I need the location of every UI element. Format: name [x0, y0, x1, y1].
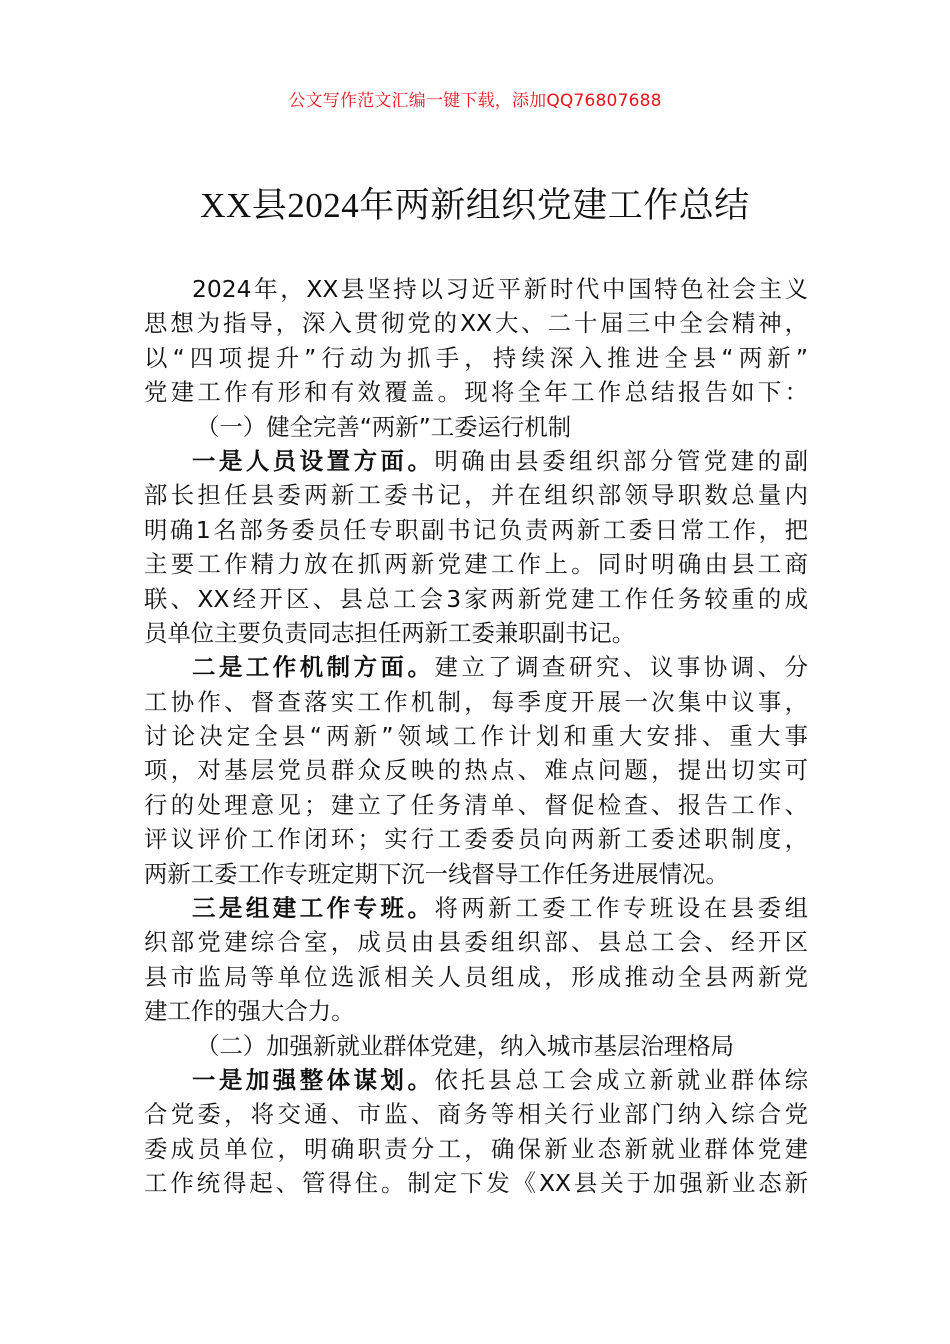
paragraph-line: 以“四项提升”行动为抓手，持续深入推进全县“两新” [144, 343, 808, 372]
paragraph-first-line [144, 891, 808, 925]
paragraph-line: 部长担任县委两新工委书记，并在组织部领导职数总量内 [144, 481, 808, 510]
paragraph-line: 2024年，XX县坚持以习近平新时代中国特色社会主义 [192, 275, 808, 303]
paragraph-line: 思想为指导，深入贯彻党的XX大、二十届三中全会精神， [144, 309, 808, 338]
paragraph-first-line [144, 1063, 808, 1097]
paragraph-lead: 一是人员设置方面。 [192, 446, 435, 475]
section-heading: （一）健全完善“两新”工委运行机制 [196, 412, 572, 441]
download-banner: 公文写作范文汇编一键下载，添加QQ76807688 [288, 91, 662, 111]
paragraph-line: 县市监局等单位选派相关人员组成，形成推动全县两新党 [144, 962, 808, 991]
paragraph-lead: 三是组建工作专班。 [192, 894, 435, 923]
paragraph-text: 依托县总工会成立新就业群体综 [434, 1065, 809, 1094]
section-heading: （二）加强新就业群体党建，纳入城市基层治理格局 [196, 1031, 734, 1060]
paragraph-first-line [144, 444, 808, 478]
paragraph-line: 委成员单位，明确职责分工，确保新业态新就业群体党建 [144, 1134, 808, 1163]
paragraph-lead: 二是工作机制方面。 [192, 653, 435, 682]
paragraph-line: 工作统得起、管得住。制定下发《XX县关于加强新业态新 [144, 1169, 808, 1198]
paragraph-line: 评议评价工作闭环；实行工委委员向两新工委述职制度， [144, 825, 808, 854]
paragraph-line: 员单位主要负责同志担任两新工委兼职副书记。 [144, 618, 636, 647]
paragraph-line: 明确1名部务委员任专职副书记负责两新工委日常工作，把 [144, 515, 808, 544]
paragraph-line: 建工作的强大合力。 [144, 997, 355, 1026]
document-body [144, 272, 808, 1201]
paragraph-first-line [144, 650, 808, 684]
paragraph-line: 项，对基层党员群众反映的热点、难点问题，提出切实可 [144, 756, 808, 785]
paragraph-line: 织部党建综合室，成员由县委组织部、县总工会、经开区 [144, 928, 808, 957]
paragraph-line: 党建工作有形和有效覆盖。现将全年工作总结报告如下： [144, 378, 808, 407]
paragraph-text: 建立了调查研究、议事协调、分 [434, 653, 809, 682]
paragraph-line: 两新工委工作专班定期下沉一线督导工作任务进展情况。 [144, 859, 729, 888]
paragraph-lead: 一是加强整体谋划。 [192, 1065, 435, 1094]
paragraph-line: 合党委，将交通、市监、商务等相关行业部门纳入综合党 [144, 1100, 808, 1129]
paragraph-text: 将两新工委工作专班设在县委组 [434, 894, 809, 923]
paragraph-line: 联、XX经开区、县总工会3家两新党建工作任务较重的成 [144, 584, 808, 613]
paragraph-line: 主要工作精力放在抓两新党建工作上。同时明确由县工商 [144, 550, 808, 579]
paragraph-line: 行的处理意见；建立了任务清单、督促检查、报告工作、 [144, 790, 808, 819]
paragraph-text: 明确由县委组织部分管党建的副 [434, 446, 809, 475]
document-title: XX县2024年两新组织党建工作总结 [200, 186, 750, 225]
paragraph-line: 讨论决定全县“两新”领域工作计划和重大安排、重大事 [144, 722, 808, 751]
paragraph-line: 工协作、督查落实工作机制，每季度开展一次集中议事， [144, 687, 808, 716]
